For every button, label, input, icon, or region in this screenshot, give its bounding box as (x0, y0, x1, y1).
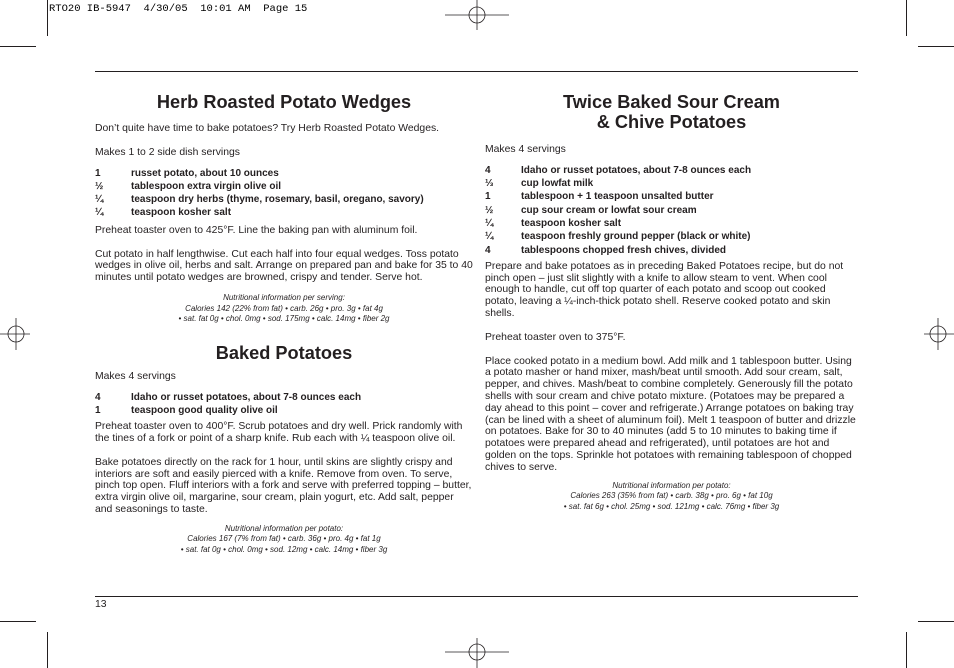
nutrition-heading: Nutritional information per serving: (223, 292, 345, 302)
nutrition-line: • sat. fat 0g • chol. 0mg • sod. 175mg • calc. 14mg • fiber 2g (178, 314, 390, 324)
twice-step-3: Place cooked potato in a medium bowl. Add milk and 1 tablespoon butter. Using a potato masher or hand mixer, mash/beat until smooth. Add sour cream, salt, pepper, and chives. Mash/beat to combine completely. Generously fill the potato shells with sour cream and chive potato mixture. (Potatoes may be prepared a day ahead to this point – cover and refrigerate.) Arrange potatoes on baking tray (can be lined with a sheet of aluminum foil). Melt 1 teaspoon of butter and drizzle on potatoes. Bake for 30 to 40 minutes (add 5 to 10 minutes to baking time if potatoes were prepared ahead and refrigerated), until potatoes are hot and golden on the tops. Sprinkle hot potatoes with remaining tablespoon of chopped chives to serve. (485, 355, 856, 473)
ingredient-row (95, 404, 473, 417)
step-text: Prepare and bake potatoes as in preceding Baked Potatoes recipe, but do not pinch open – just slit slightly with a knife to allow steam to vent. When cool enough to handle, cut off top quarter of each potato and scoop out cooked potato, leaving a (485, 260, 844, 308)
page-number: 13 (95, 599, 107, 610)
step-text: Preheat toaster oven to 400°F. Scrub potatoes and dry well. Prick randomly with the tines of a fork or point of a sharp knife. Rub each with (95, 421, 463, 444)
herb-step-2: Cut potato in half lengthwise. Cut each half into four equal wedges. Toss potato wedges in olive oil, herbs and salt. Arrange on prepared pan and bake for 35 to 40 minutes until potato wedges are browned, crispy and tender. Serve hot. (95, 248, 473, 284)
ingredient-row (95, 193, 473, 206)
ingredient-qty: 4 (485, 244, 491, 256)
baked-ingredients (95, 391, 473, 418)
nutrition-line: Calories 263 (35% from fat) • carb. 38g • pro. 6g • fat 10g (570, 491, 773, 501)
registration-mark-icon (445, 636, 509, 668)
top-rule (95, 71, 858, 72)
ingredient-qty: ⅓ (485, 178, 494, 190)
herb-servings: Makes 1 to 2 side dish servings (95, 146, 240, 158)
registration-mark-icon (924, 318, 954, 350)
ingredient-item: teaspoon kosher salt (521, 217, 622, 229)
ingredient-qty: ¼ (95, 194, 104, 206)
twice-step-2: Preheat toaster oven to 375°F. (485, 331, 626, 343)
recipe-title-twice-baked (485, 92, 858, 132)
bottom-rule (95, 596, 858, 597)
herb-intro: Don’t quite have time to bake potatoes? Try Herb Roasted Potato Wedges. (95, 123, 440, 134)
title-line: & Chive Potatoes (596, 112, 747, 132)
ingredient-qty: ¼ (95, 207, 104, 219)
crop-mark (47, 632, 48, 668)
ingredient-qty: ¼ (485, 231, 494, 243)
ingredient-item: teaspoon dry herbs (thyme, rosemary, basil, oregano, savory) (131, 194, 424, 206)
ingredient-qty: ½ (95, 180, 104, 192)
step-text: -inch-thick potato shell. Reserve cooked potato and skin shells. (485, 296, 831, 320)
baked-step-2: Bake potatoes directly on the rack for 1 hour, until skins are slightly crispy and interiors are soft and easily pierced with a knife. Remove from oven. To serve, pinch top open. Fluff interiors with a fork and serve with preferred topping – butter, extra virgin olive oil, margarine, sour cream, plain yogurt, etc. Add salt, pepper and seasonings to taste. (95, 456, 472, 515)
twice-ingredients (485, 164, 858, 257)
right-column (485, 86, 858, 512)
ingredient-row (485, 177, 858, 190)
crop-mark (47, 0, 48, 36)
ingredient-item: tablespoon + 1 teaspoon unsalted butter (521, 191, 714, 203)
ingredient-row (485, 204, 858, 217)
ingredient-item: tablespoon extra virgin olive oil (131, 180, 282, 192)
ingredient-qty: 1 (95, 404, 101, 416)
ingredient-row (95, 180, 473, 193)
crop-mark (918, 621, 954, 622)
crop-mark (0, 621, 36, 622)
ingredient-row (485, 190, 858, 203)
ingredient-row (95, 167, 473, 180)
ingredient-row (485, 230, 858, 243)
ingredient-qty: ¼ (485, 217, 494, 229)
ingredient-row (95, 206, 473, 219)
herb-nutrition (95, 293, 473, 325)
nutrition-heading: Nutritional information per potato: (612, 480, 731, 490)
ingredient-item: cup sour cream or lowfat sour cream (521, 204, 697, 216)
nutrition-line: • sat. fat 0g • chol. 0mg • sod. 12mg • calc. 14mg • fiber 3g (180, 544, 388, 554)
ingredient-item: tablespoons chopped fresh chives, divided (521, 244, 727, 256)
baked-nutrition (95, 524, 473, 556)
ingredient-item: Idaho or russet potatoes, about 7-8 ounces each (131, 391, 362, 403)
nutrition-line: • sat. fat 6g • chol. 25mg • sod. 121mg • calc. 76mg • fiber 3g (563, 501, 780, 511)
ingredient-row (95, 391, 473, 404)
crop-mark (906, 632, 907, 668)
recipe-title-baked-potatoes: Baked Potatoes (215, 342, 353, 363)
twice-nutrition (485, 481, 858, 513)
ingredient-qty: 4 (95, 391, 101, 403)
crop-mark (0, 46, 36, 47)
ingredient-qty: 4 (485, 164, 491, 176)
ingredient-item: cup lowfat milk (521, 178, 594, 190)
ingredient-qty: 1 (95, 167, 101, 179)
ingredient-qty: ½ (485, 204, 494, 216)
crop-mark (906, 0, 907, 36)
printer-slug: RTO20 IB-5947 4/30/05 10:01 AM Page 15 (49, 3, 308, 15)
registration-mark-icon (0, 318, 30, 350)
twice-servings: Makes 4 servings (485, 144, 566, 155)
left-column (95, 86, 473, 556)
ingredient-qty: 1 (485, 191, 491, 203)
baked-step-1 (95, 421, 473, 445)
title-line: Twice Baked Sour Cream (563, 92, 780, 112)
herb-ingredients (95, 167, 473, 220)
step-text: teaspoon olive oil. (369, 432, 456, 444)
ingredient-item: teaspoon kosher salt (131, 207, 232, 219)
ingredient-row (485, 244, 858, 257)
baked-servings: Makes 4 servings (95, 370, 176, 382)
herb-step-1: Preheat toaster oven to 425°F. Line the baking pan with aluminum foil. (95, 224, 418, 236)
registration-mark-icon (445, 0, 509, 32)
ingredient-item: teaspoon good quality olive oil (131, 404, 278, 416)
ingredient-item: teaspoon freshly ground pepper (black or white) (521, 231, 751, 243)
fraction: ¼ (360, 432, 370, 444)
crop-mark (918, 46, 954, 47)
recipe-title-herb-wedges: Herb Roasted Potato Wedges (156, 92, 412, 112)
ingredient-row (485, 164, 858, 177)
ingredient-item: Idaho or russet potatoes, about 7-8 ounces each (521, 164, 752, 176)
nutrition-line: Calories 142 (22% from fat) • carb. 26g • pro. 3g • fat 4g (185, 303, 383, 313)
nutrition-line: Calories 167 (7% from fat) • carb. 36g • pro. 4g • fat 1g (187, 534, 381, 544)
fraction: ¼ (564, 296, 573, 308)
twice-step-1 (485, 261, 858, 320)
ingredient-row (485, 217, 858, 230)
ingredient-item: russet potato, about 10 ounces (131, 167, 279, 179)
nutrition-heading: Nutritional information per potato: (224, 523, 344, 533)
